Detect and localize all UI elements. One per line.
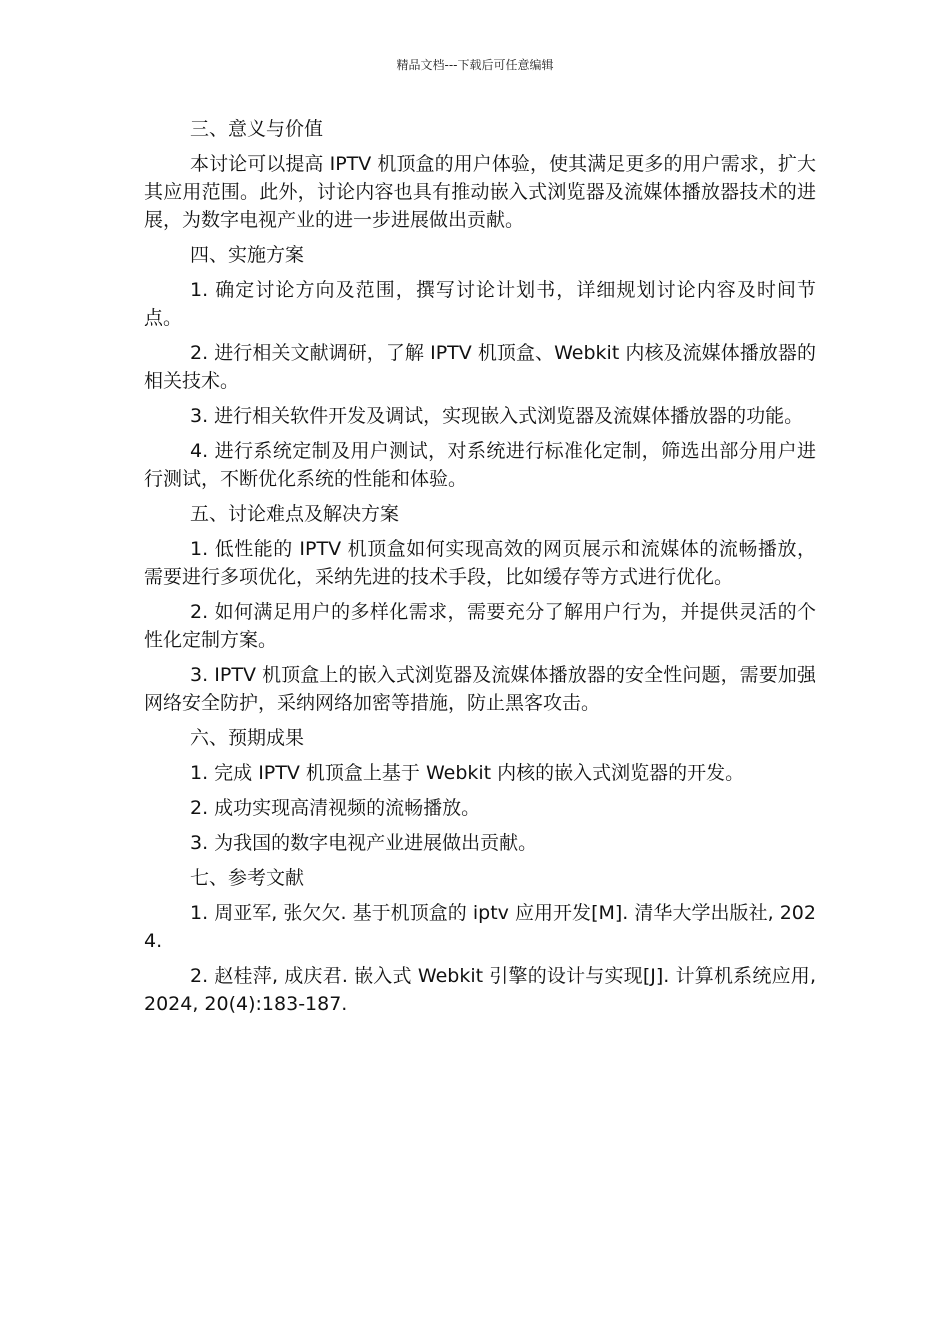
section-heading-difficulties: 五、讨论难点及解决方案 (190, 503, 400, 525)
reference-item-2: 2. 赵桂萍, 成庆君. 嵌入式 Webkit 引擎的设计与实现[J]. 计算机系统应用, 2024, 20(4):183-187. (144, 965, 816, 1015)
reference-item-1: 1. 周亚军, 张欠欠. 基于机顶盒的 iptv 应用开发[M]. 清华大学出版社, 2024. (144, 902, 816, 952)
list-item-implementation-1: 1. 确定讨论方向及范围，撰写讨论计划书，详细规划讨论内容及时间节点。 (144, 279, 816, 329)
list-item-implementation-2: 2. 进行相关文献调研，了解 IPTV 机顶盒、Webkit 内核及流媒体播放器的相关技术。 (144, 342, 816, 392)
section-heading-expected-results: 六、预期成果 (190, 727, 305, 749)
list-item-result-1: 1. 完成 IPTV 机顶盒上基于 Webkit 内核的嵌入式浏览器的开发。 (190, 762, 745, 784)
list-item-difficulty-1: 1. 低性能的 IPTV 机顶盒如何实现高效的网页展示和流媒体的流畅播放，需要进行多项优化，采纳先进的技术手段，比如缓存等方式进行优化。 (144, 538, 816, 588)
header-note: 精品文档---下载后可任意编辑 (396, 58, 554, 72)
list-item-difficulty-3: 3. IPTV 机顶盒上的嵌入式浏览器及流媒体播放器的安全性问题，需要加强网络安全防护，采纳网络加密等措施，防止黑客攻击。 (144, 664, 816, 714)
section-heading-significance: 三、意义与价值 (190, 118, 324, 140)
paragraph-significance: 本讨论可以提高 IPTV 机顶盒的用户体验，使其满足更多的用户需求，扩大其应用范围。此外，讨论内容也具有推动嵌入式浏览器及流媒体播放器技术的进展，为数字电视产业的进一步进展做出贡献。 (144, 153, 816, 231)
list-item-result-3: 3. 为我国的数字电视产业进展做出贡献。 (190, 832, 538, 854)
section-heading-implementation: 四、实施方案 (190, 244, 305, 266)
list-item-implementation-4: 4. 进行系统定制及用户测试，对系统进行标准化定制，筛选出部分用户进行测试，不断优化系统的性能和体验。 (144, 440, 816, 490)
list-item-implementation-3: 3. 进行相关软件开发及调试，实现嵌入式浏览器及流媒体播放器的功能。 (190, 405, 804, 427)
list-item-difficulty-2: 2. 如何满足用户的多样化需求，需要充分了解用户行为，并提供灵活的个性化定制方案。 (144, 601, 816, 651)
list-item-result-2: 2. 成功实现高清视频的流畅播放。 (190, 797, 481, 819)
document-body (144, 115, 816, 1025)
section-heading-references: 七、参考文献 (190, 867, 305, 889)
